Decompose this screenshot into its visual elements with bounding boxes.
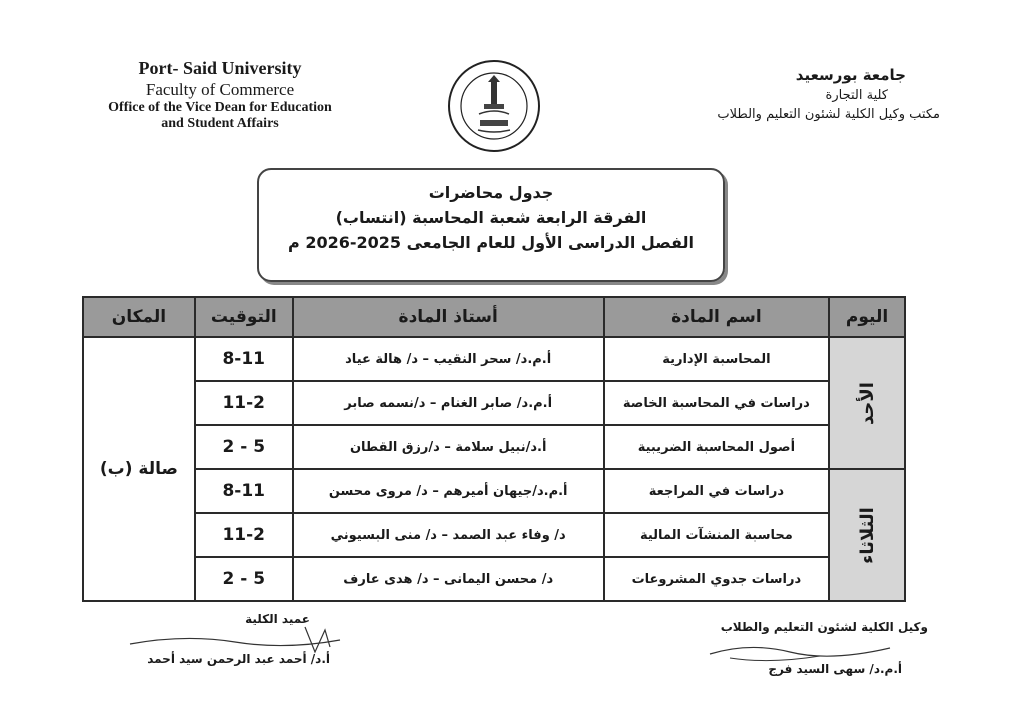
subject-cell: المحاسبة الإدارية	[604, 337, 829, 381]
office-line2-en: and Student Affairs	[161, 116, 279, 131]
schedule-term: الفصل الدراسى الأول للعام الجامعى 2025-2026 م	[288, 233, 694, 252]
day-cell-tuesday	[829, 469, 905, 601]
header-subject: اسم المادة	[604, 297, 829, 337]
subject-cell: دراسات جدوي المشروعات	[604, 557, 829, 601]
university-name-en: Port- Said University	[138, 58, 302, 78]
header-time: التوقيت	[195, 297, 293, 337]
dean-signature-scribble	[125, 622, 345, 662]
faculty-logo	[446, 58, 542, 154]
schedule-title: جدول محاضرات	[428, 183, 554, 202]
vice-dean-role: وكيل الكلية لشئون التعليم والطلاب	[720, 620, 928, 634]
subject-cell: أصول المحاسبة الضريبية	[604, 425, 829, 469]
table-row	[83, 337, 905, 381]
time-cell: 11-2	[195, 513, 293, 557]
english-header	[70, 58, 370, 132]
header-day: اليوم	[829, 297, 905, 337]
day-label: الثلاثاء	[856, 506, 878, 564]
place-cell: صالة (ب)	[83, 337, 195, 601]
schedule-title-box	[257, 168, 725, 282]
header-instructor: أستاذ المادة	[293, 297, 604, 337]
schedule-group: الفرقة الرابعة شعبة المحاسبة (انتساب)	[335, 208, 647, 227]
university-name-ar: جامعة بورسعيد	[795, 66, 906, 84]
instructor-cell: أ.د/نبيل سلامة – د/رزق القطان	[293, 425, 604, 469]
instructor-cell: أ.م.د/جيهان أميرهم – د/ مروى محسن	[293, 469, 604, 513]
instructor-cell: د/ محسن اليمانى – د/ هدى عارف	[293, 557, 604, 601]
time-cell: 8-11	[195, 469, 293, 513]
table-header-row	[83, 297, 905, 337]
faculty-name-ar: كلية التجارة	[825, 88, 888, 103]
table-row	[83, 425, 905, 469]
time-cell: 2 - 5	[195, 557, 293, 601]
table-row	[83, 469, 905, 513]
dean-name: أ.د/ أحمد عبد الرحمن سيد أحمد	[147, 652, 330, 666]
arabic-header	[606, 66, 940, 122]
time-cell: 8-11	[195, 337, 293, 381]
vice-dean-signature-scribble	[700, 636, 910, 666]
lecture-schedule-table	[82, 296, 906, 602]
table-row	[83, 381, 905, 425]
day-label: الأحد	[856, 381, 878, 425]
faculty-name-en: Faculty of Commerce	[145, 80, 295, 99]
subject-cell: دراسات في المراجعة	[604, 469, 829, 513]
time-cell: 2 - 5	[195, 425, 293, 469]
time-cell: 11-2	[195, 381, 293, 425]
office-line1-en: Office of the Vice Dean for Education	[108, 100, 332, 115]
header-place: المكان	[83, 297, 195, 337]
subject-cell: دراسات في المحاسبة الخاصة	[604, 381, 829, 425]
subject-cell: محاسبة المنشآت المالية	[604, 513, 829, 557]
instructor-cell: أ.م.د/ صابر الغنام – د/نسمه صابر	[293, 381, 604, 425]
dean-role: عميد الكلية	[245, 612, 310, 626]
instructor-cell: د/ وفاء عبد الصمد – د/ منى البسيوني	[293, 513, 604, 557]
table-row	[83, 513, 905, 557]
instructor-cell: أ.م.د/ سحر النقيب – د/ هالة عياد	[293, 337, 604, 381]
table-row	[83, 557, 905, 601]
office-name-ar: مكتب وكيل الكلية لشئون التعليم والطلاب	[717, 107, 940, 122]
vice-dean-name: أ.م.د/ سهى السيد فرج	[768, 662, 902, 676]
day-cell-sunday	[829, 337, 905, 469]
